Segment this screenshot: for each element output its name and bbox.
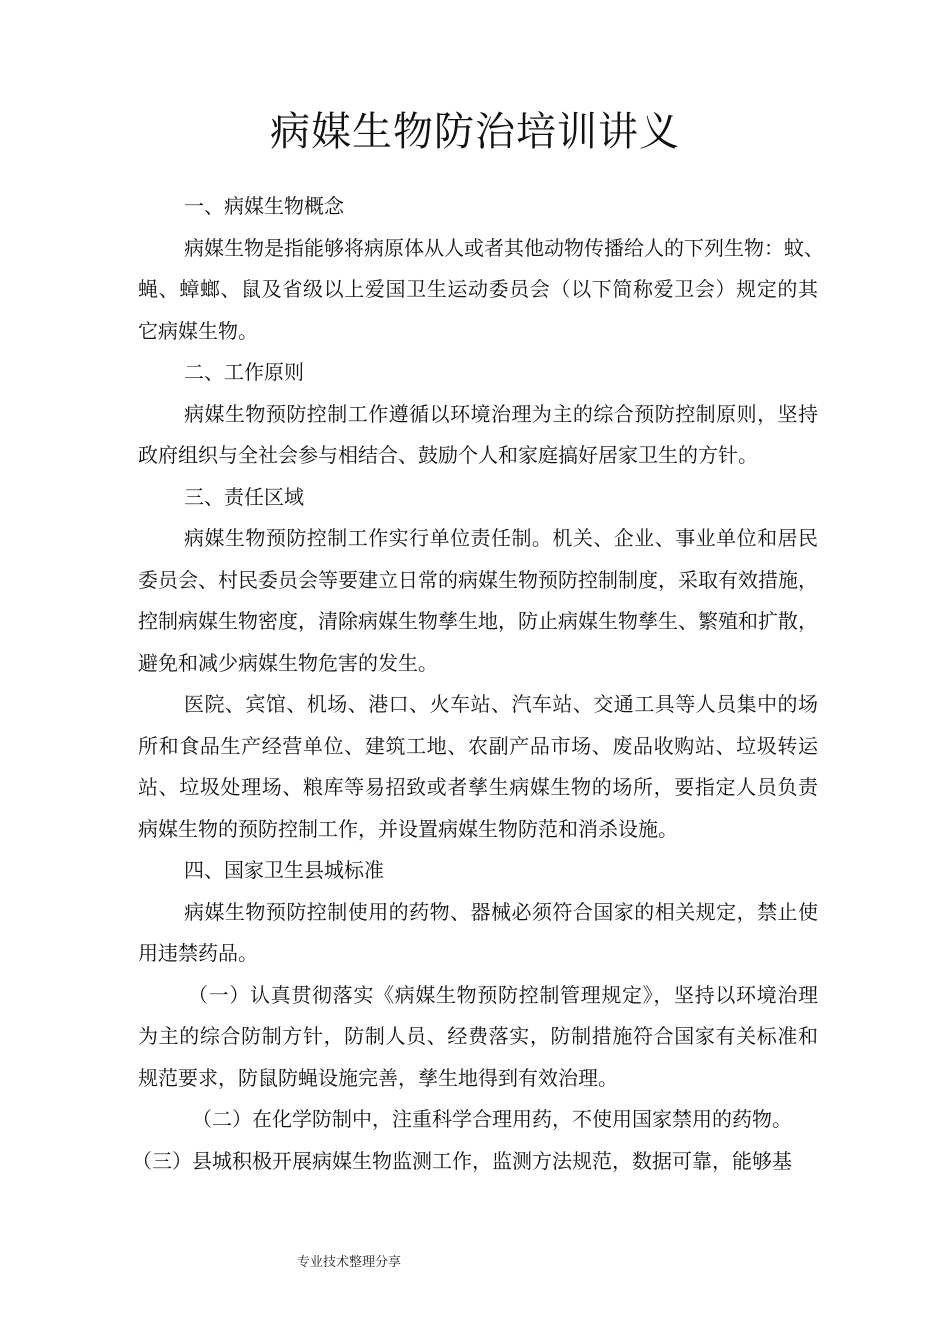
paragraph-line: 蝇、蟑螂、鼠及省级以上爱国卫生运动委员会（以下简称爱卫会）规定的其 [138, 277, 818, 301]
paragraph-line: 病媒生物的预防控制工作，并设置病媒生物防范和消杀设施。 [138, 816, 678, 841]
paragraph-line: 它病媒生物。 [138, 318, 258, 343]
document-title: 病媒生物防治培训讲义 [270, 109, 680, 155]
section-heading-3: 三、责任区域 [184, 484, 304, 509]
paragraph-line: 委员会、村民委员会等要建立日常的病媒生物预防控制制度，采取有效措施， [138, 567, 818, 592]
paragraph-line: 政府组织与全社会参与相结合、鼓励个人和家庭搞好居家卫生的方针。 [138, 443, 758, 467]
paragraph-line: 医院、宾馆、机场、港口、火车站、汽车站、交通工具等人员集中的场 [184, 692, 818, 716]
paragraph-line: 站、垃圾处理场、粮库等易招致或者孳生病媒生物的场所，要指定人员负责 [138, 775, 818, 799]
paragraph-line: 控制病媒生物密度，清除病媒生物孳生地，防止病媒生物孳生、繁殖和扩散， [138, 609, 818, 633]
section-heading-2: 二、工作原则 [184, 360, 304, 384]
section-heading-1: 一、病媒生物概念 [184, 194, 344, 218]
paragraph-line: 病媒生物预防控制使用的药物、器械必须符合国家的相关规定，禁止使 [184, 899, 818, 924]
section-heading-4: 四、国家卫生县城标准 [184, 858, 384, 882]
paragraph-line: 病媒生物预防控制工作遵循以环境治理为主的综合预防控制原则，坚持 [184, 401, 818, 426]
paragraph-line: 避免和减少病媒生物危害的发生。 [138, 650, 438, 675]
paragraph-line: 所和食品生产经营单位、建筑工地、农副产品市场、废品收购站、垃圾转运 [138, 733, 818, 758]
paragraph-line: 病媒生物预防控制工作实行单位责任制。机关、企业、事业单位和居民 [184, 526, 818, 550]
paragraph-line: （三）县城积极开展病媒生物监测工作，监测方法规范，数据可靠，能够基 [132, 1148, 792, 1173]
paragraph-line: （二）在化学防制中，注重科学合理用药，不使用国家禁用的药物。 [192, 1107, 792, 1131]
paragraph-line: 规范要求，防鼠防蝇设施完善，孳生地得到有效治理。 [138, 1065, 618, 1090]
paragraph-line: 为主的综合防制方针，防制人员、经费落实，防制措施符合国家有关标准和 [138, 1024, 818, 1048]
page-footer: 专业技术整理分享 [297, 1255, 402, 1270]
paragraph-line: （一）认真贯彻落实《病媒生物预防控制管理规定》，坚持以环境治理 [188, 982, 818, 1007]
document-body [132, 186, 824, 1182]
paragraph-line: 病媒生物是指能够将病原体从人或者其他动物传播给人的下列生物：蚊、 [184, 235, 824, 260]
paragraph-line: 用违禁药品。 [138, 941, 258, 965]
